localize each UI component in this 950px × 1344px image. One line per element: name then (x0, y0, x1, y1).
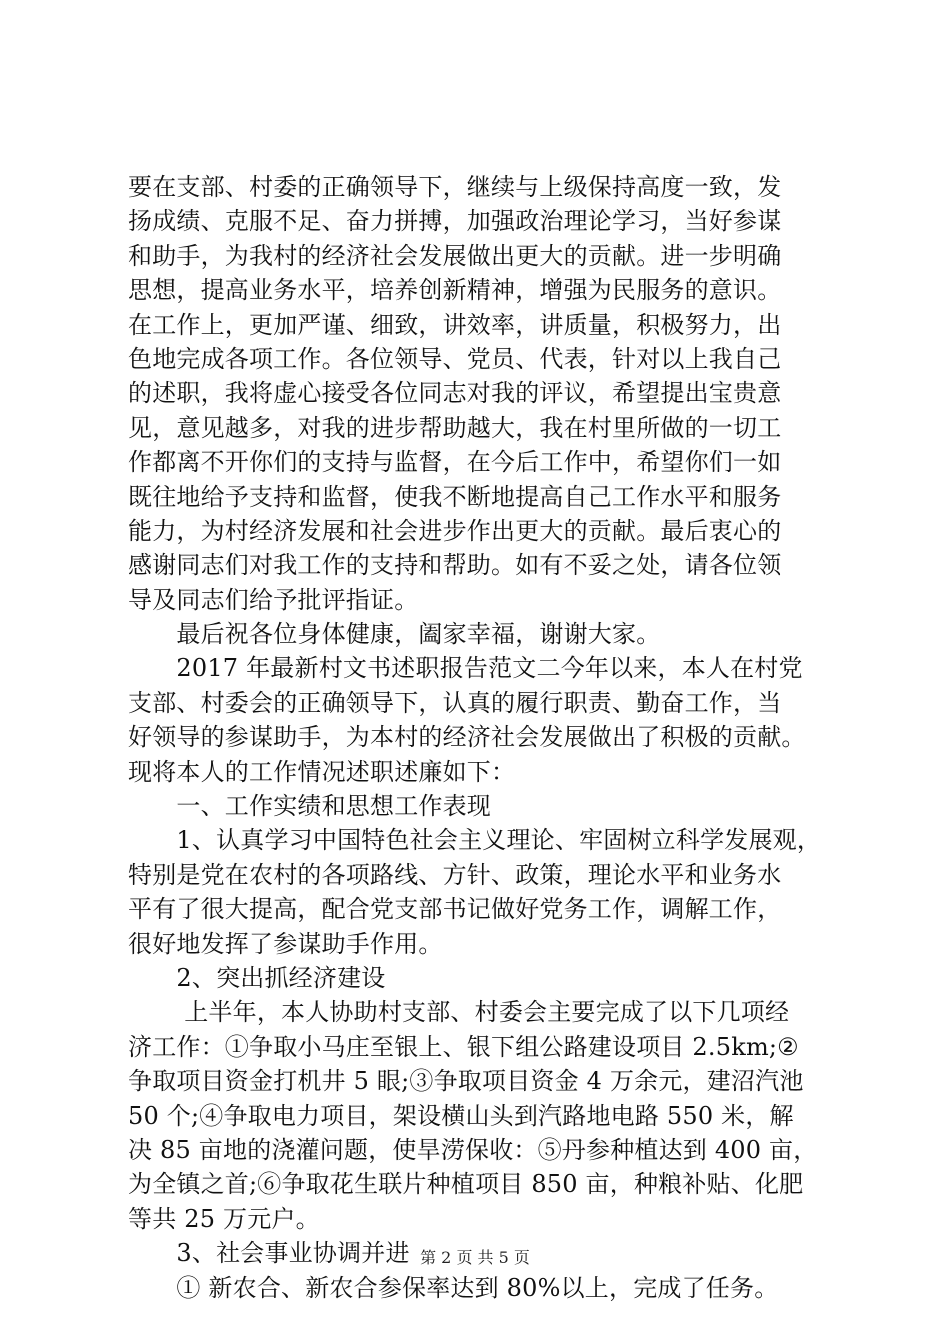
text-line: 色地完成各项工作。各位领导、党员、代表，针对以上我自己 (128, 344, 782, 373)
text-line: 等共 25 万元户。 (128, 1204, 320, 1233)
text-line: 上半年，本人协助村支部、村委会主要完成了以下几项经 (128, 998, 790, 1027)
text-line: 在工作上，更加严谨、细致，讲效率，讲质量，积极努力，出 (128, 310, 782, 339)
text-line: 决 85 亩地的浇灌问题，使旱涝保收：⑤丹参种植达到 400 亩， (128, 1135, 818, 1164)
text-line: 思想，提高业务水平，培养创新精神，增强为民服务的意识。 (128, 276, 782, 305)
text-line: 1、认真学习中国特色社会主义理论、牢固树立科学发展观， (128, 826, 822, 855)
text-line: 既往地给予支持和监督，使我不断地提高自己工作水平和服务 (128, 482, 782, 511)
page-footer (0, 1248, 950, 1268)
text-line: 支部、村委会的正确领导下，认真的履行职责、勤奋工作，当 (128, 688, 782, 717)
text-line: 感谢同志们对我工作的支持和帮助。如有不妥之处，请各位领 (128, 551, 782, 580)
section-heading: 一、工作实绩和思想工作表现 (128, 792, 491, 821)
section-heading: 3、社会事业协调并进 (128, 1239, 410, 1268)
text-line: 争取项目资金打机井 5 眼;③争取项目资金 4 万余元，建沼汽池 (128, 1067, 804, 1096)
text-line: 现将本人的工作情况述职述廉如下： (128, 757, 516, 786)
text-line: 作都离不开你们的支持与监督，在今后工作中，希望你们一如 (128, 448, 782, 477)
section-heading: 2、突出抓经济建设 (128, 963, 386, 992)
text-line: 2017 年最新村文书述职报告范文二今年以来，本人在村党 (128, 654, 803, 683)
text-line: 50 个;④争取电力项目，架设横山头到汽路地电路 550 米，解 (128, 1101, 794, 1130)
text-line: 能力，为村经济发展和社会进步作出更大的贡献。最后衷心的 (128, 516, 782, 545)
text-line: 为全镇之首;⑥争取花生联片种植项目 850 亩，种粮补贴、化肥 (128, 1170, 804, 1199)
text-line: 扬成绩、克服不足、奋力拼搏，加强政治理论学习，当好参谋 (128, 207, 782, 236)
text-line: 要在支部、村委的正确领导下，继续与上级保持高度一致，发 (128, 173, 782, 201)
text-line: 和助手，为我村的经济社会发展做出更大的贡献。进一步明确 (128, 241, 782, 270)
text-line: 济工作：①争取小马庄至银上、银下组公路建设项目 2.5km;② (128, 1032, 799, 1061)
text-line: 最后祝各位身体健康，阖家幸福，谢谢大家。 (128, 620, 661, 649)
document-body (128, 170, 848, 1305)
text-line: 导及同志们给予批评指证。 (128, 585, 419, 614)
text-line: 平有了很大提高，配合党支部书记做好党务工作，调解工作， (128, 895, 782, 924)
text-line: 的述职，我将虚心接受各位同志对我的评议，希望提出宝贵意 (128, 379, 782, 408)
page-number-label: 第 2 页 共 5 页 (420, 1248, 530, 1267)
text-line: 特别是党在农村的各项路线、方针、政策，理论水平和业务水 (128, 860, 782, 889)
text-line: 很好地发挥了参谋助手作用。 (128, 929, 443, 958)
text-line: ① 新农合、新农合参保率达到 80%以上，完成了任务。 (128, 1273, 779, 1302)
text-line: 好领导的参谋助手，为本村的经济社会发展做出了积极的贡献。 (128, 723, 806, 752)
text-line: 见，意见越多，对我的进步帮助越大，我在村里所做的一切工 (128, 413, 782, 442)
